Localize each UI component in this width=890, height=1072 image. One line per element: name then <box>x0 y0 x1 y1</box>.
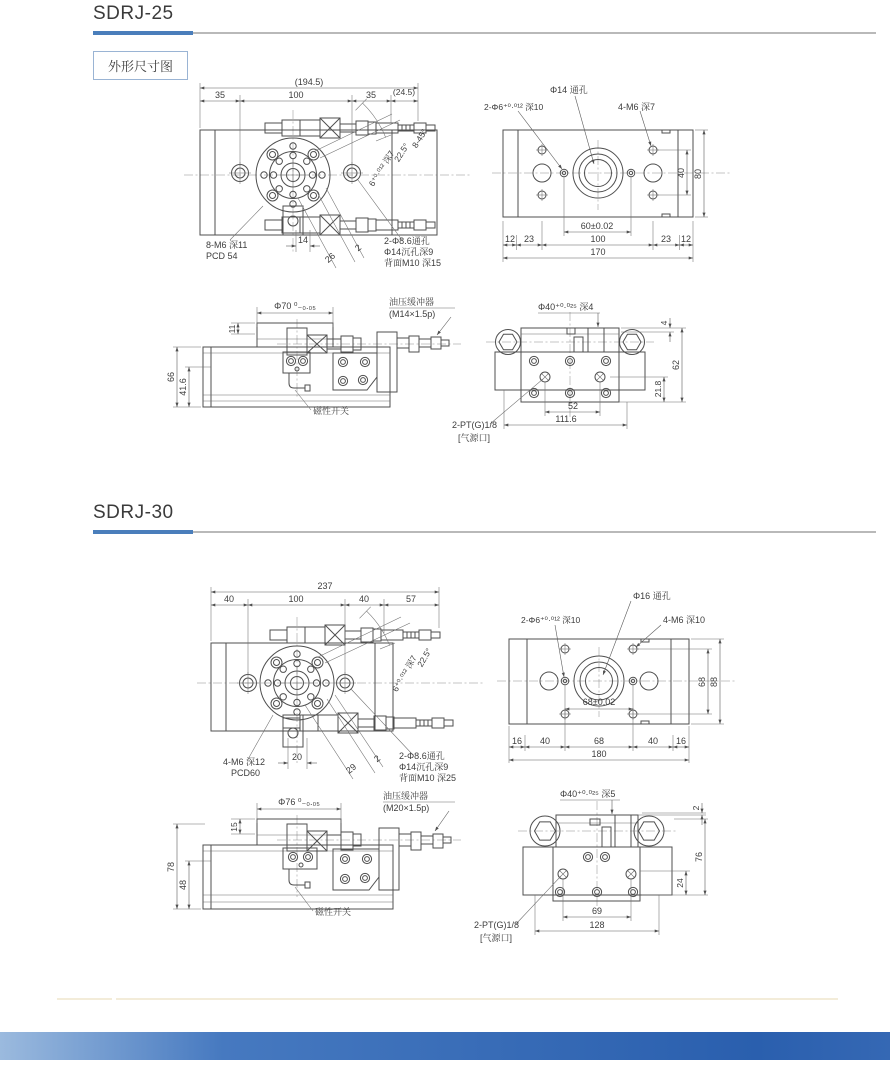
bracket-plate <box>333 353 377 390</box>
dim-62: 62 <box>671 359 681 371</box>
dim-78: 78 <box>166 861 176 873</box>
note-hole-line2: Φ14沉孔深9 <box>399 762 449 772</box>
dim-phi76: Φ76 ⁰₋₀.₀₅ <box>278 797 320 807</box>
dim-180: 180 <box>591 749 607 759</box>
dim-16b: 16 <box>675 736 687 746</box>
sdrj30-rear-view <box>460 783 760 953</box>
dim-35b: 35 <box>365 90 377 100</box>
note-air-port-line2: [气源口] <box>458 433 491 443</box>
sdrj25-rear-view <box>450 290 750 455</box>
dim-overall: 237 <box>317 581 333 591</box>
dim-40b: 40 <box>647 736 659 746</box>
dim-angle-22-5: 22.5° <box>415 646 434 669</box>
dim-68: 68 <box>697 676 707 688</box>
note-buffer-line2: (M20×1.5p) <box>383 803 430 813</box>
sdrj25-top-view <box>480 80 770 265</box>
dim-76: 76 <box>694 851 704 863</box>
dim-100: 100 <box>288 90 304 100</box>
dim-4: 4 <box>659 320 669 326</box>
dim-128: 128 <box>589 920 605 930</box>
dim-35a: 35 <box>214 90 226 100</box>
dim-pin-depth: 6⁺⁰·⁰¹² 深7 <box>390 653 419 694</box>
dim-12a: 12 <box>504 234 516 244</box>
dim-170: 170 <box>590 247 606 257</box>
note-through-hole: Φ14 通孔 <box>550 85 588 95</box>
outline-dimension-text: 外形尺寸图 <box>108 59 174 74</box>
screws <box>555 852 637 896</box>
dim-angle-22-5: 22.5° <box>391 141 411 164</box>
dim-phi70: Φ70 ⁰₋₀.₀₅ <box>274 301 316 311</box>
body-outline <box>203 347 390 407</box>
footer-separator-left <box>57 998 112 1000</box>
title-rule <box>93 529 876 534</box>
outline-dimension-label <box>93 51 188 80</box>
dim-2: 2 <box>372 753 383 765</box>
sdrj25-plan-view <box>170 78 480 278</box>
note-bolt-line2: PCD60 <box>231 768 261 778</box>
note-hole-line3: 背面M10 深15 <box>384 258 442 268</box>
dim-69: 69 <box>591 906 603 916</box>
note-tap-hole: 4-M6 深7 <box>618 102 656 112</box>
note-air-port-line1: 2-PT(G)1/8 <box>474 920 520 930</box>
note-buffer-line2: (M14×1.5p) <box>389 309 436 319</box>
counterbore-hole-left <box>237 672 259 694</box>
dim-11: 11 <box>227 324 237 334</box>
section-title-sdrj30: SDRJ-30 <box>93 502 174 523</box>
dim-40b: 40 <box>358 594 370 604</box>
note-buffer-line1: 油压缓冲器 <box>383 791 429 801</box>
extension-lines <box>173 307 333 407</box>
dim-2: 2 <box>352 242 364 254</box>
dim-26: 26 <box>323 250 338 265</box>
dim-100: 100 <box>288 594 304 604</box>
angle-callout <box>318 607 410 663</box>
dim-48: 48 <box>178 879 188 891</box>
dim-14: 14 <box>297 235 309 245</box>
dim-40a: 40 <box>539 736 551 746</box>
shock-absorber-top <box>265 118 435 138</box>
dim-66: 66 <box>166 371 176 383</box>
dim-40a: 40 <box>223 594 235 604</box>
dim-20: 20 <box>291 752 303 762</box>
note-tap-hole: 4-M6 深10 <box>663 615 706 625</box>
footer-bar <box>0 1032 890 1060</box>
dimension-lines <box>535 803 705 931</box>
dim-40: 40 <box>676 167 686 179</box>
dim-60: 60±0.02 <box>580 221 614 231</box>
dim-23a: 23 <box>523 234 535 244</box>
bracket-plate <box>333 849 379 890</box>
valve-port <box>288 728 298 738</box>
dim-68b: 68 <box>593 736 605 746</box>
note-hole-line1: 2-Φ8.6通孔 <box>384 236 430 246</box>
sensor-block <box>283 848 317 888</box>
note-pin-hole: 2-Φ6⁺⁰·⁰¹² 深10 <box>521 615 581 625</box>
rotary-flange <box>260 646 334 720</box>
dim-phi40: Φ40⁺⁰·⁰²⁵ 深4 <box>538 302 594 312</box>
shock-absorber-top <box>270 625 440 645</box>
dim-100: 100 <box>590 234 606 244</box>
dim-29: 29 <box>344 761 359 776</box>
section-title-sdrj25: SDRJ-25 <box>93 3 174 24</box>
shock-absorber-bottom <box>283 713 453 733</box>
dim-111-6: 111.6 <box>555 414 577 424</box>
dim-overall: (194.5) <box>294 77 324 87</box>
note-magnetic-switch: 磁性开关 <box>315 907 352 917</box>
sdrj30-side-view <box>165 793 465 933</box>
note-air-port-line2: [气源口] <box>480 933 513 943</box>
slide-mechanism <box>257 323 449 392</box>
sdrj25-side-view <box>165 295 465 430</box>
dim-41-6: 41.6 <box>178 378 188 396</box>
note-bolt-line1: 4-M6 深12 <box>223 757 266 767</box>
dim-pin-depth: 6⁺⁰·⁰¹² 深7 <box>366 148 397 189</box>
holes <box>533 144 662 201</box>
dim-21-8: 21.8 <box>653 380 663 398</box>
note-hole-line3: 背面M10 深25 <box>399 773 457 783</box>
leader-lines <box>295 802 455 911</box>
dim-80: 80 <box>693 168 703 180</box>
note-pin-hole: 2-Φ6⁺⁰·⁰¹² 深10 <box>484 102 544 112</box>
dim-2: 2 <box>691 805 701 811</box>
note-hole-line1: 2-Φ8.6通孔 <box>399 751 445 761</box>
dim-88: 88 <box>709 676 719 688</box>
dim-23b: 23 <box>660 234 672 244</box>
dim-68-tol: 68±0.02 <box>582 697 616 707</box>
dim-24-5: (24.5) <box>392 87 416 97</box>
note-buffer-line1: 油压缓冲器 <box>389 297 435 307</box>
sdrj30-plan-view <box>185 583 495 798</box>
dim-12b: 12 <box>680 234 692 244</box>
note-magnetic-switch: 磁性开关 <box>313 406 350 416</box>
dim-16a: 16 <box>511 736 523 746</box>
dim-24: 24 <box>675 878 685 888</box>
note-air-port-line1: 2-PT(G)1/8 <box>452 420 498 430</box>
dim-57: 57 <box>405 594 417 604</box>
note-bolt-line1: 8-M6 深11 <box>206 240 248 250</box>
dim-15: 15 <box>229 822 239 832</box>
dim-phi40: Φ40⁺⁰·⁰²⁵ 深5 <box>560 789 616 799</box>
footer-separator-right <box>116 998 838 1000</box>
note-hole-line2: Φ14沉孔深9 <box>384 247 434 257</box>
dim-52: 52 <box>567 401 579 411</box>
title-rule <box>93 30 876 35</box>
note-through-hole: Φ16 通孔 <box>633 591 671 601</box>
sensor-block <box>283 352 310 391</box>
dim-angle-8x45: 8-45° <box>409 127 430 150</box>
sdrj30-top-view <box>475 585 765 780</box>
slide-mechanism <box>257 819 451 890</box>
note-bolt-line2: PCD 54 <box>206 251 238 261</box>
leader-lines <box>247 689 413 779</box>
